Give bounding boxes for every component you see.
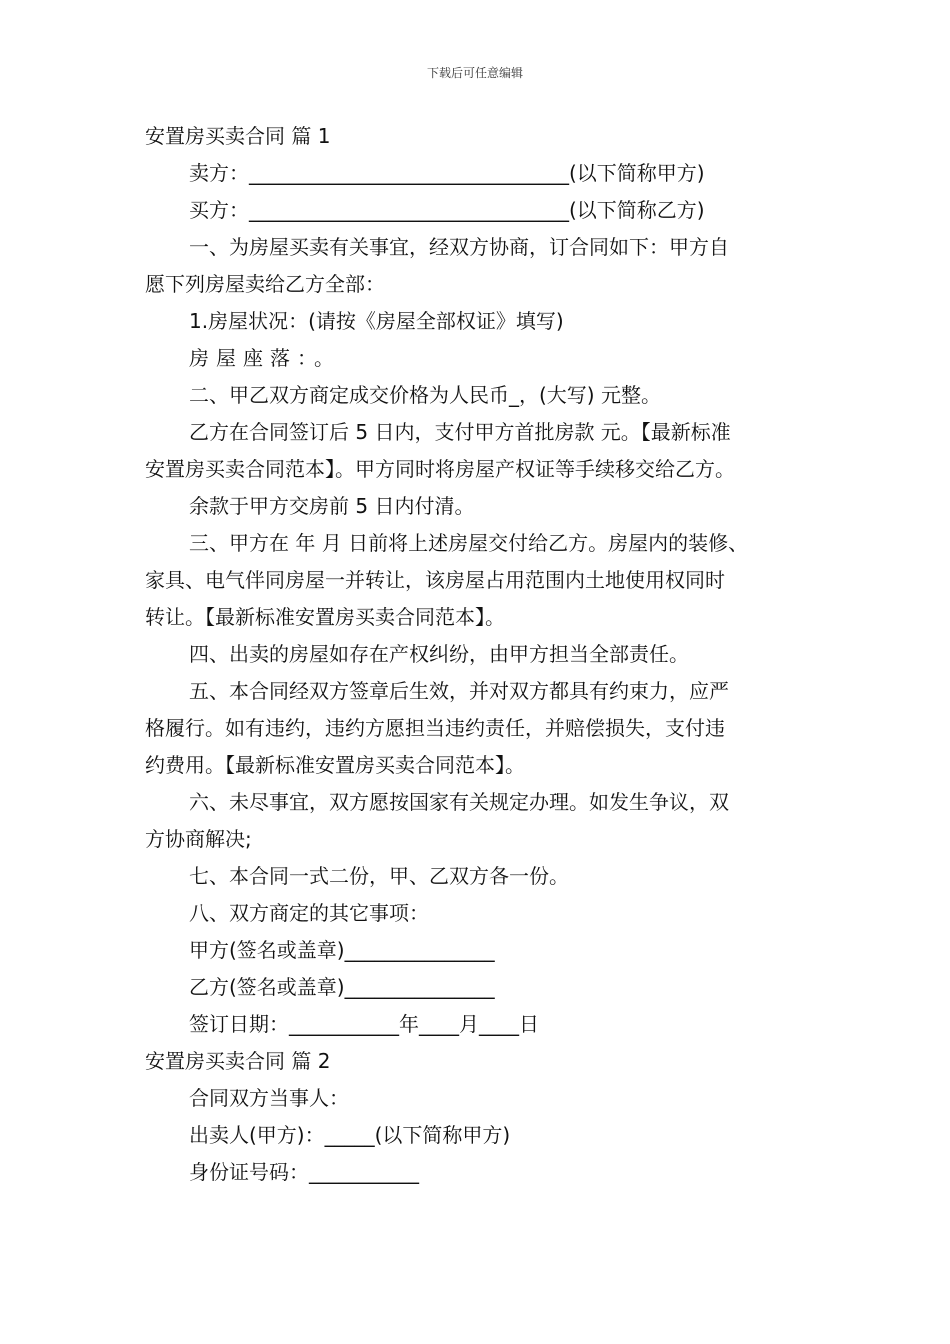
paragraph-line: 转让。【最新标准安置房买卖合同范本】。	[145, 605, 505, 629]
paragraph-line: 合同双方当事人：	[189, 1086, 349, 1110]
paragraph-line: 身份证号码：___________	[189, 1160, 419, 1184]
paragraph-line: 余款于甲方交房前 5 日内付清。	[189, 494, 475, 518]
paragraph-line: 出卖人(甲方)：_____(以下简称甲方)	[189, 1123, 511, 1147]
paragraph-line: 家具、电气伴同房屋一并转让，该房屋占用范围内土地使用权同时	[145, 568, 725, 592]
page-header: 下载后可任意编辑	[426, 66, 523, 80]
paragraph-line: 二、甲乙双方商定成交价格为人民币_，(大写) 元整。	[189, 383, 661, 407]
paragraph-line: 八、双方商定的其它事项：	[189, 901, 429, 925]
paragraph-line: 买方：________________________________(以下简称乙方)	[189, 198, 705, 222]
section-title: 安置房买卖合同 篇 1	[145, 124, 331, 148]
paragraph-line: 安置房买卖合同范本】。甲方同时将房屋产权证等手续移交给乙方。	[145, 457, 735, 481]
paragraph-line: 乙方(签名或盖章)_______________	[189, 975, 495, 999]
paragraph-line: 签订日期：___________年____月____日	[189, 1012, 539, 1036]
paragraph-line: 三、甲方在 年 月 日前将上述房屋交付给乙方。房屋内的装修、	[189, 531, 749, 555]
paragraph-line: 五、本合同经双方签章后生效，并对双方都具有约束力，应严	[189, 679, 729, 703]
paragraph-line: 乙方在合同签订后 5 日内，支付甲方首批房款 元。【最新标准	[189, 420, 731, 444]
paragraph-line: 方协商解决;	[145, 827, 252, 851]
paragraph-line: 约费用。【最新标准安置房买卖合同范本】。	[145, 753, 525, 777]
paragraph-line: 一、为房屋买卖有关事宜，经双方协商，订合同如下：甲方自	[189, 235, 729, 259]
paragraph-line: 七、本合同一式二份，甲、乙双方各一份。	[189, 864, 569, 888]
paragraph-line: 格履行。如有违约，违约方愿担当违约责任，并赔偿损失，支付违	[145, 716, 725, 740]
paragraph-line: 卖方：________________________________(以下简称甲方)	[189, 161, 705, 185]
paragraph-line: 房屋座落：。	[189, 346, 341, 370]
paragraph-line: 六、未尽事宜，双方愿按国家有关规定办理。如发生争议，双	[189, 790, 729, 814]
section-title: 安置房买卖合同 篇 2	[145, 1049, 331, 1073]
paragraph-line: 1.房屋状况：(请按《房屋全部权证》填写)	[189, 309, 564, 333]
document-body	[145, 118, 815, 1191]
paragraph-line: 四、出卖的房屋如存在产权纠纷，由甲方担当全部责任。	[189, 642, 689, 666]
paragraph-line: 甲方(签名或盖章)_______________	[189, 938, 495, 962]
paragraph-line: 愿下列房屋卖给乙方全部：	[145, 272, 385, 296]
